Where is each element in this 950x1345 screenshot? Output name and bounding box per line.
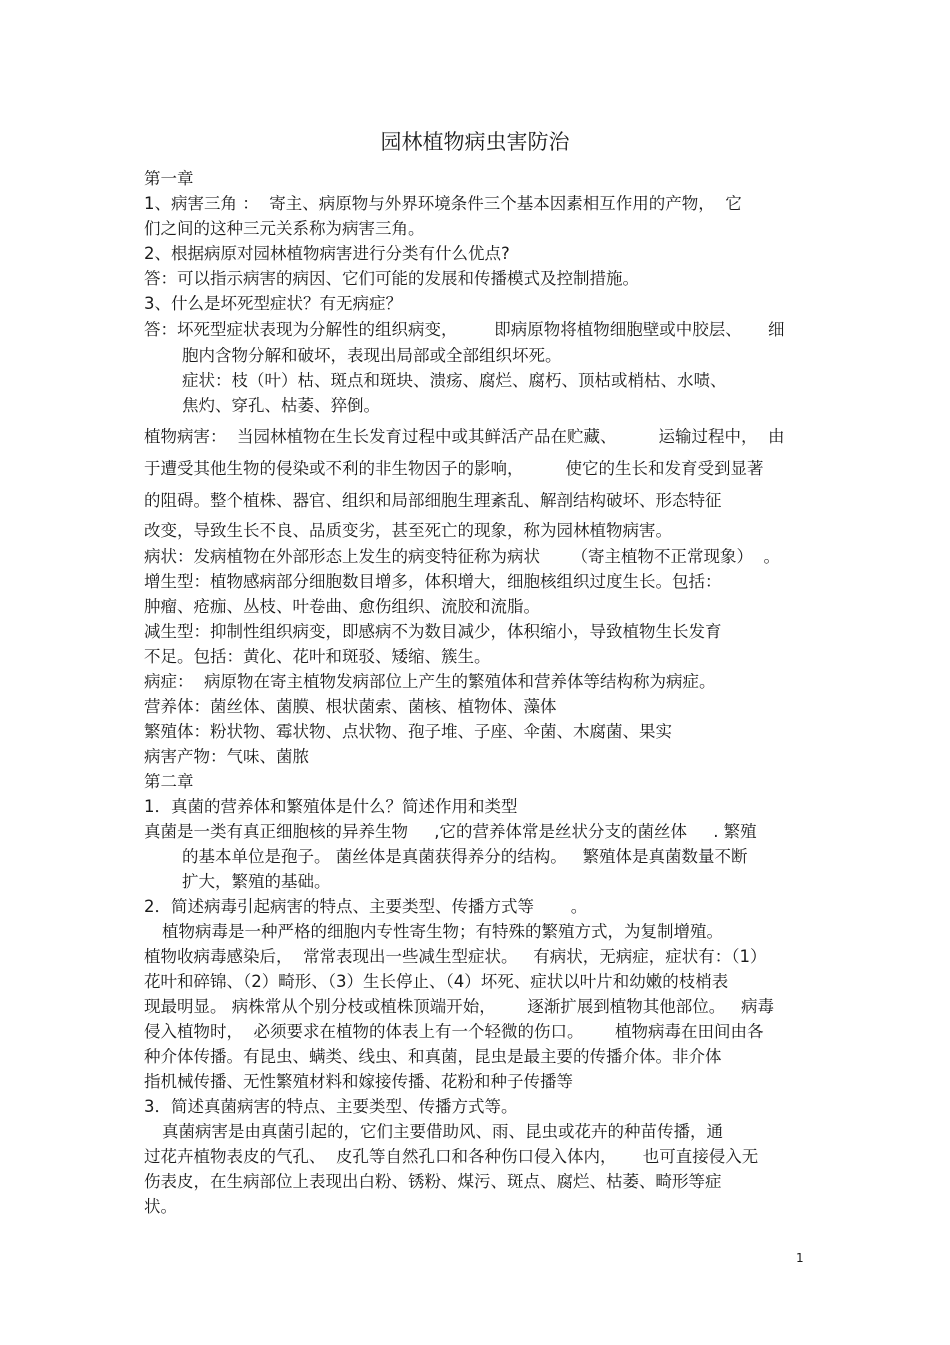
text-line: 的基本单位是孢子。 菌丝体是真菌获得养分的结构。 繁殖体是真菌数量不断	[182, 847, 748, 866]
text-line: 病状：发病植物在外部形态上发生的病变特征称为病状 （寄主植物不正常现象） 。	[144, 547, 780, 566]
chapter-heading: 第一章	[144, 169, 194, 188]
text-line: 不足。包括：黄化、花叶和斑驳、矮缩、簇生。	[144, 647, 491, 666]
text-line: 1、病害三角 ： 寄主、病原物与外界环境条件三个基本因素相互作用的产物， 它	[144, 194, 742, 213]
text-line: 增生型：植物感病部分细胞数目增多，体积增大，细胞核组织过度生长。包括：	[144, 572, 722, 591]
text-line: 花叶和碎锦、（2）畸形、（3）生长停止、（4）坏死、症状以叶片和幼嫩的枝梢表	[144, 972, 729, 991]
text-line: 植物病毒是一种严格的细胞内专性寄生物；有特殊的繁殖方式，为复制增殖。	[162, 922, 723, 941]
document-title: 园林植物病虫害防治	[380, 130, 570, 154]
text-line: 2．简述病毒引起病害的特点、主要类型、传播方式等 。	[144, 897, 588, 916]
text-line: 种介体传播。有昆虫、螨类、线虫、和真菌，昆虫是最主要的传播介体。非介体	[144, 1047, 722, 1066]
text-line: 现最明显。 病株常从个别分枝或植株顶端开始， 逐渐扩展到植物其他部位。 病毒	[144, 997, 774, 1016]
text-line: 营养体：菌丝体、菌膜、根状菌索、菌核、植物体、藻体	[144, 697, 557, 716]
text-line: 侵入植物时， 必须要求在植物的体表上有一个轻微的伤口。 植物病毒在田间由各	[144, 1022, 764, 1041]
text-line: 症状：枝（叶）枯、斑点和斑块、溃疡、腐烂、腐朽、顶枯或梢枯、水啧、	[182, 371, 727, 390]
text-line: 指机械传播、无性繁殖材料和嫁接传播、花粉和种子传播等	[144, 1072, 573, 1091]
text-line: 状。	[144, 1197, 177, 1216]
page-number: 1	[796, 1251, 804, 1265]
chapter-heading: 第二章	[144, 772, 194, 791]
text-line: 改变，导致生长不良、品质变劣，甚至死亡的现象，称为园林植物病害。	[144, 521, 672, 540]
text-line: 答：可以指示病害的病因、它们可能的发展和传播模式及控制措施。	[144, 269, 639, 288]
text-line: 于遭受其他生物的侵染或不利的非生物因子的影响， 使它的生长和发育受到显著	[144, 459, 764, 478]
text-line: 伤表皮，在生病部位上表现出白粉、锈粉、煤污、斑点、腐烂、枯萎、畸形等症	[144, 1172, 722, 1191]
text-line: 扩大，繁殖的基础。	[182, 872, 331, 891]
text-line: 们之间的这种三元关系称为病害三角。	[144, 219, 425, 238]
text-line: 真菌病害是由真菌引起的，它们主要借助风、雨、昆虫或花卉的种苗传播，通	[162, 1122, 723, 1141]
text-line: 答：坏死型症状表现为分解性的组织病变， 即病原物将植物细胞壁或中胶层、 细	[144, 320, 785, 339]
text-line: 病症： 病原物在寄主植物发病部位上产生的繁殖体和营养体等结构称为病症。	[144, 672, 716, 691]
text-line: 的阻碍。整个植株、器官、组织和局部细胞生理紊乱、解剖结构破坏、形态特征	[144, 491, 722, 510]
text-line: 胞内含物分解和破坏，表现出局部或全部组织坏死。	[182, 346, 562, 365]
text-line: 焦灼、穿孔、枯萎、猝倒。	[182, 396, 380, 415]
text-line: 减生型：抑制性组织病变，即感病不为数目减少，体积缩小，导致植物生长发育	[144, 622, 722, 641]
text-line: 植物收病毒感染后， 常常表现出一些减生型症状。 有病状，无病症，症状有：（1）	[144, 947, 767, 966]
text-line: 病害产物：气味、菌脓	[144, 747, 309, 766]
text-line: 肿瘤、疮痂、丛枝、叶卷曲、愈伤组织、流胶和流脂。	[144, 597, 540, 616]
text-line: 3、什么是坏死型症状？有无病症？	[144, 294, 402, 313]
text-line: 真菌是一类有真正细胞核的异养生物 ,它的营养体常是丝状分支的菌丝体 . 繁殖	[144, 822, 757, 841]
text-line: 2、根据病原对园林植物病害进行分类有什么优点?	[144, 244, 510, 263]
text-line: 繁殖体：粉状物、霉状物、点状物、孢子堆、子座、伞菌、木腐菌、果实	[144, 722, 672, 741]
text-line: 植物病害： 当园林植物在生长发育过程中或其鲜活产品在贮藏、 运输过程中， 由	[144, 427, 785, 446]
text-line: 3．简述真菌病害的特点、主要类型、传播方式等。	[144, 1097, 518, 1116]
text-line: 过花卉植物表皮的气孔、 皮孔等自然孔口和各种伤口侵入体内， 也可直接侵入无	[144, 1147, 759, 1166]
text-line: 1．真菌的营养体和繁殖体是什么？简述作用和类型	[144, 797, 518, 816]
